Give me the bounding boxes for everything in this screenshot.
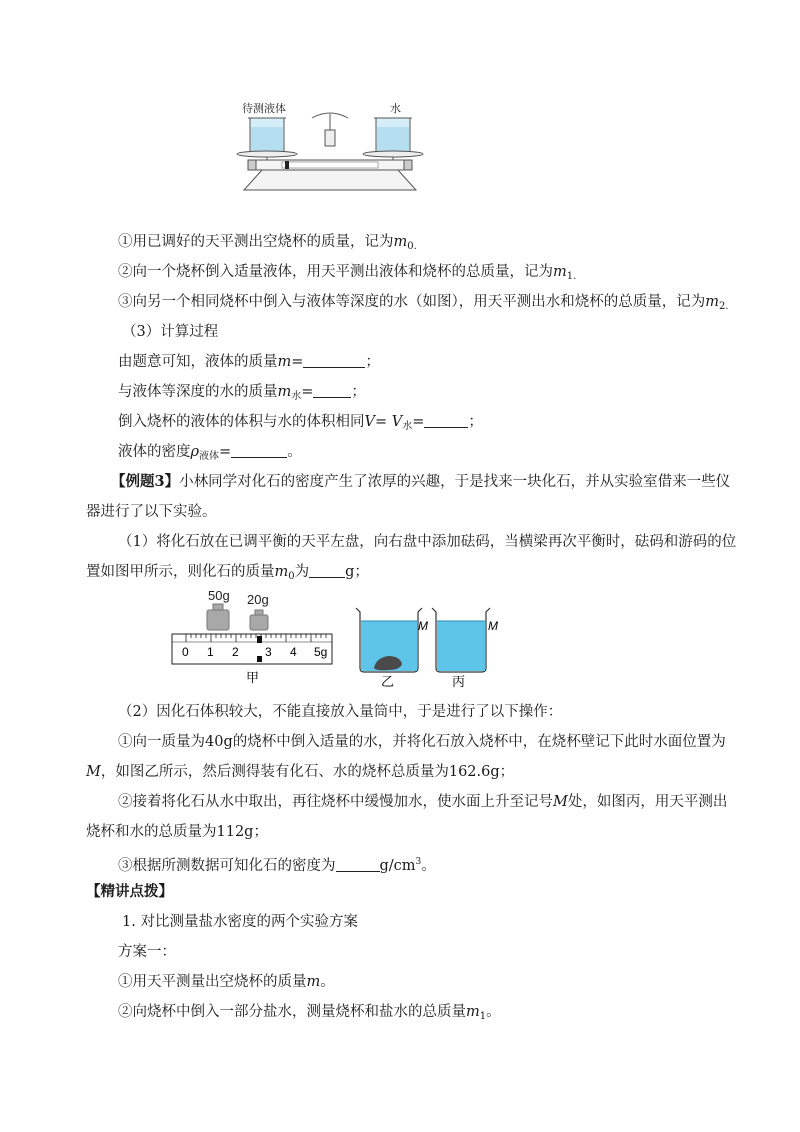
rider-tick-5: 5g — [314, 645, 328, 659]
mark-m-bing: M — [488, 619, 498, 633]
rider-tick-3: 3 — [265, 645, 272, 659]
q2-step-2-line-2: 烧杯和水的总质量为112g； — [86, 824, 268, 840]
answer-blank[interactable] — [336, 857, 380, 872]
answer-blank[interactable] — [313, 383, 351, 398]
rider-tick-1: 1 — [207, 645, 214, 659]
step-1: ①用已调好的天平测出空烧杯的质量，记为$m_{0.}$ — [118, 234, 417, 252]
rider-tick-0: 0 — [182, 645, 189, 659]
weight-50g-label: 50g — [208, 588, 230, 603]
weight-20g-label: 20g — [247, 592, 269, 607]
answer-blank[interactable] — [231, 443, 287, 458]
section-item-1: 1. 对比测量盐水密度的两个实验方案 — [122, 914, 358, 930]
label-jia: 甲 — [246, 670, 260, 685]
answer-blank[interactable] — [424, 413, 468, 428]
q2-step-3: ③根据所测数据可知化石的密度为 $g/cm^3$。 — [118, 857, 436, 874]
q2-step-2-line-1: ②接着将化石从水中取出，再往烧杯中缓慢加水，使水面上升至记号M处，如图丙，用天平测出 — [118, 794, 728, 810]
calc-line-2: 与液体等深度的水的质量$m_水=$ ； — [118, 384, 366, 402]
q2-step-1-line-2: M，如图乙所示，然后测得装有化石、水的烧杯总质量为162.6g； — [86, 764, 515, 780]
plan-1-heading: 方案一： — [118, 944, 176, 960]
answer-blank[interactable] — [309, 563, 345, 578]
plan-1-step-1: ①用天平测量出空烧杯的质量m。 — [118, 974, 335, 990]
q1-line-2: 置如图甲所示，则化石的质量$m_0$为 g； — [86, 564, 369, 582]
beaker-bing — [432, 608, 490, 672]
label-bing: 丙 — [452, 674, 466, 689]
section-title: 【精讲点拨】 — [86, 883, 173, 900]
calc-line-4: 液体的密度$\rho_{液体}=$ 。 — [118, 444, 302, 462]
example-3-intro: 【例题3】小林同学对化石的密度产生了浓厚的兴趣，于是找来一块化石，并从实验室借来一些仪 — [111, 473, 731, 490]
label-water: 水 — [390, 103, 401, 115]
mark-m-yi: M — [418, 619, 428, 633]
calc-line-3: 倒入烧杯的液体的体积与水的体积相同$V= V_水=$ ； — [118, 414, 483, 432]
step-2: ②向一个烧杯倒入适量液体，用天平测出液体和烧杯的总质量，记为$m_{1.}$ — [118, 264, 577, 282]
rider-tick-2: 2 — [232, 645, 239, 659]
balance-figure — [234, 100, 424, 198]
weight-20g — [250, 610, 268, 630]
answer-blank[interactable] — [303, 353, 365, 368]
rider-tick-4: 4 — [290, 645, 297, 659]
calc-line-1: 由题意可知，液体的质量m= ； — [118, 354, 380, 370]
q1-line-1: （1）将化石放在已调平衡的天平左盘，向右盘中添加砝码，当横梁再次平衡时，砝码和游码的位 — [118, 534, 737, 550]
weight-50g — [207, 604, 229, 630]
label-test-liquid: 待测液体 — [242, 103, 286, 115]
example-3-intro-2: 器进行了以下实验。 — [86, 504, 217, 520]
calc-heading: （3）计算过程 — [122, 324, 219, 340]
fossil-figure — [168, 588, 508, 690]
step-3: ③向另一个相同烧杯中倒入与液体等深度的水（如图），用天平测出水和烧杯的总质量，记为$m_{2.}$ — [118, 294, 729, 312]
rider-scale — [172, 634, 332, 664]
q2-heading: （2）因化石体积较大，不能直接放入量筒中，于是进行了以下操作： — [118, 704, 563, 720]
label-yi: 乙 — [381, 674, 395, 689]
right-beaker — [374, 118, 412, 152]
beaker-yi — [356, 608, 422, 672]
left-beaker — [248, 118, 286, 152]
rider-marker — [257, 636, 262, 643]
plan-1-step-2: ②向烧杯中倒入一部分盐水，测量烧杯和盐水的总质量$m_1$。 — [118, 1004, 501, 1022]
q2-step-1-line-1: ①向一质量为40g的烧杯中倒入适量的水，并将化石放入烧杯中，在烧杯壁记下此时水面位置为 — [118, 734, 726, 750]
